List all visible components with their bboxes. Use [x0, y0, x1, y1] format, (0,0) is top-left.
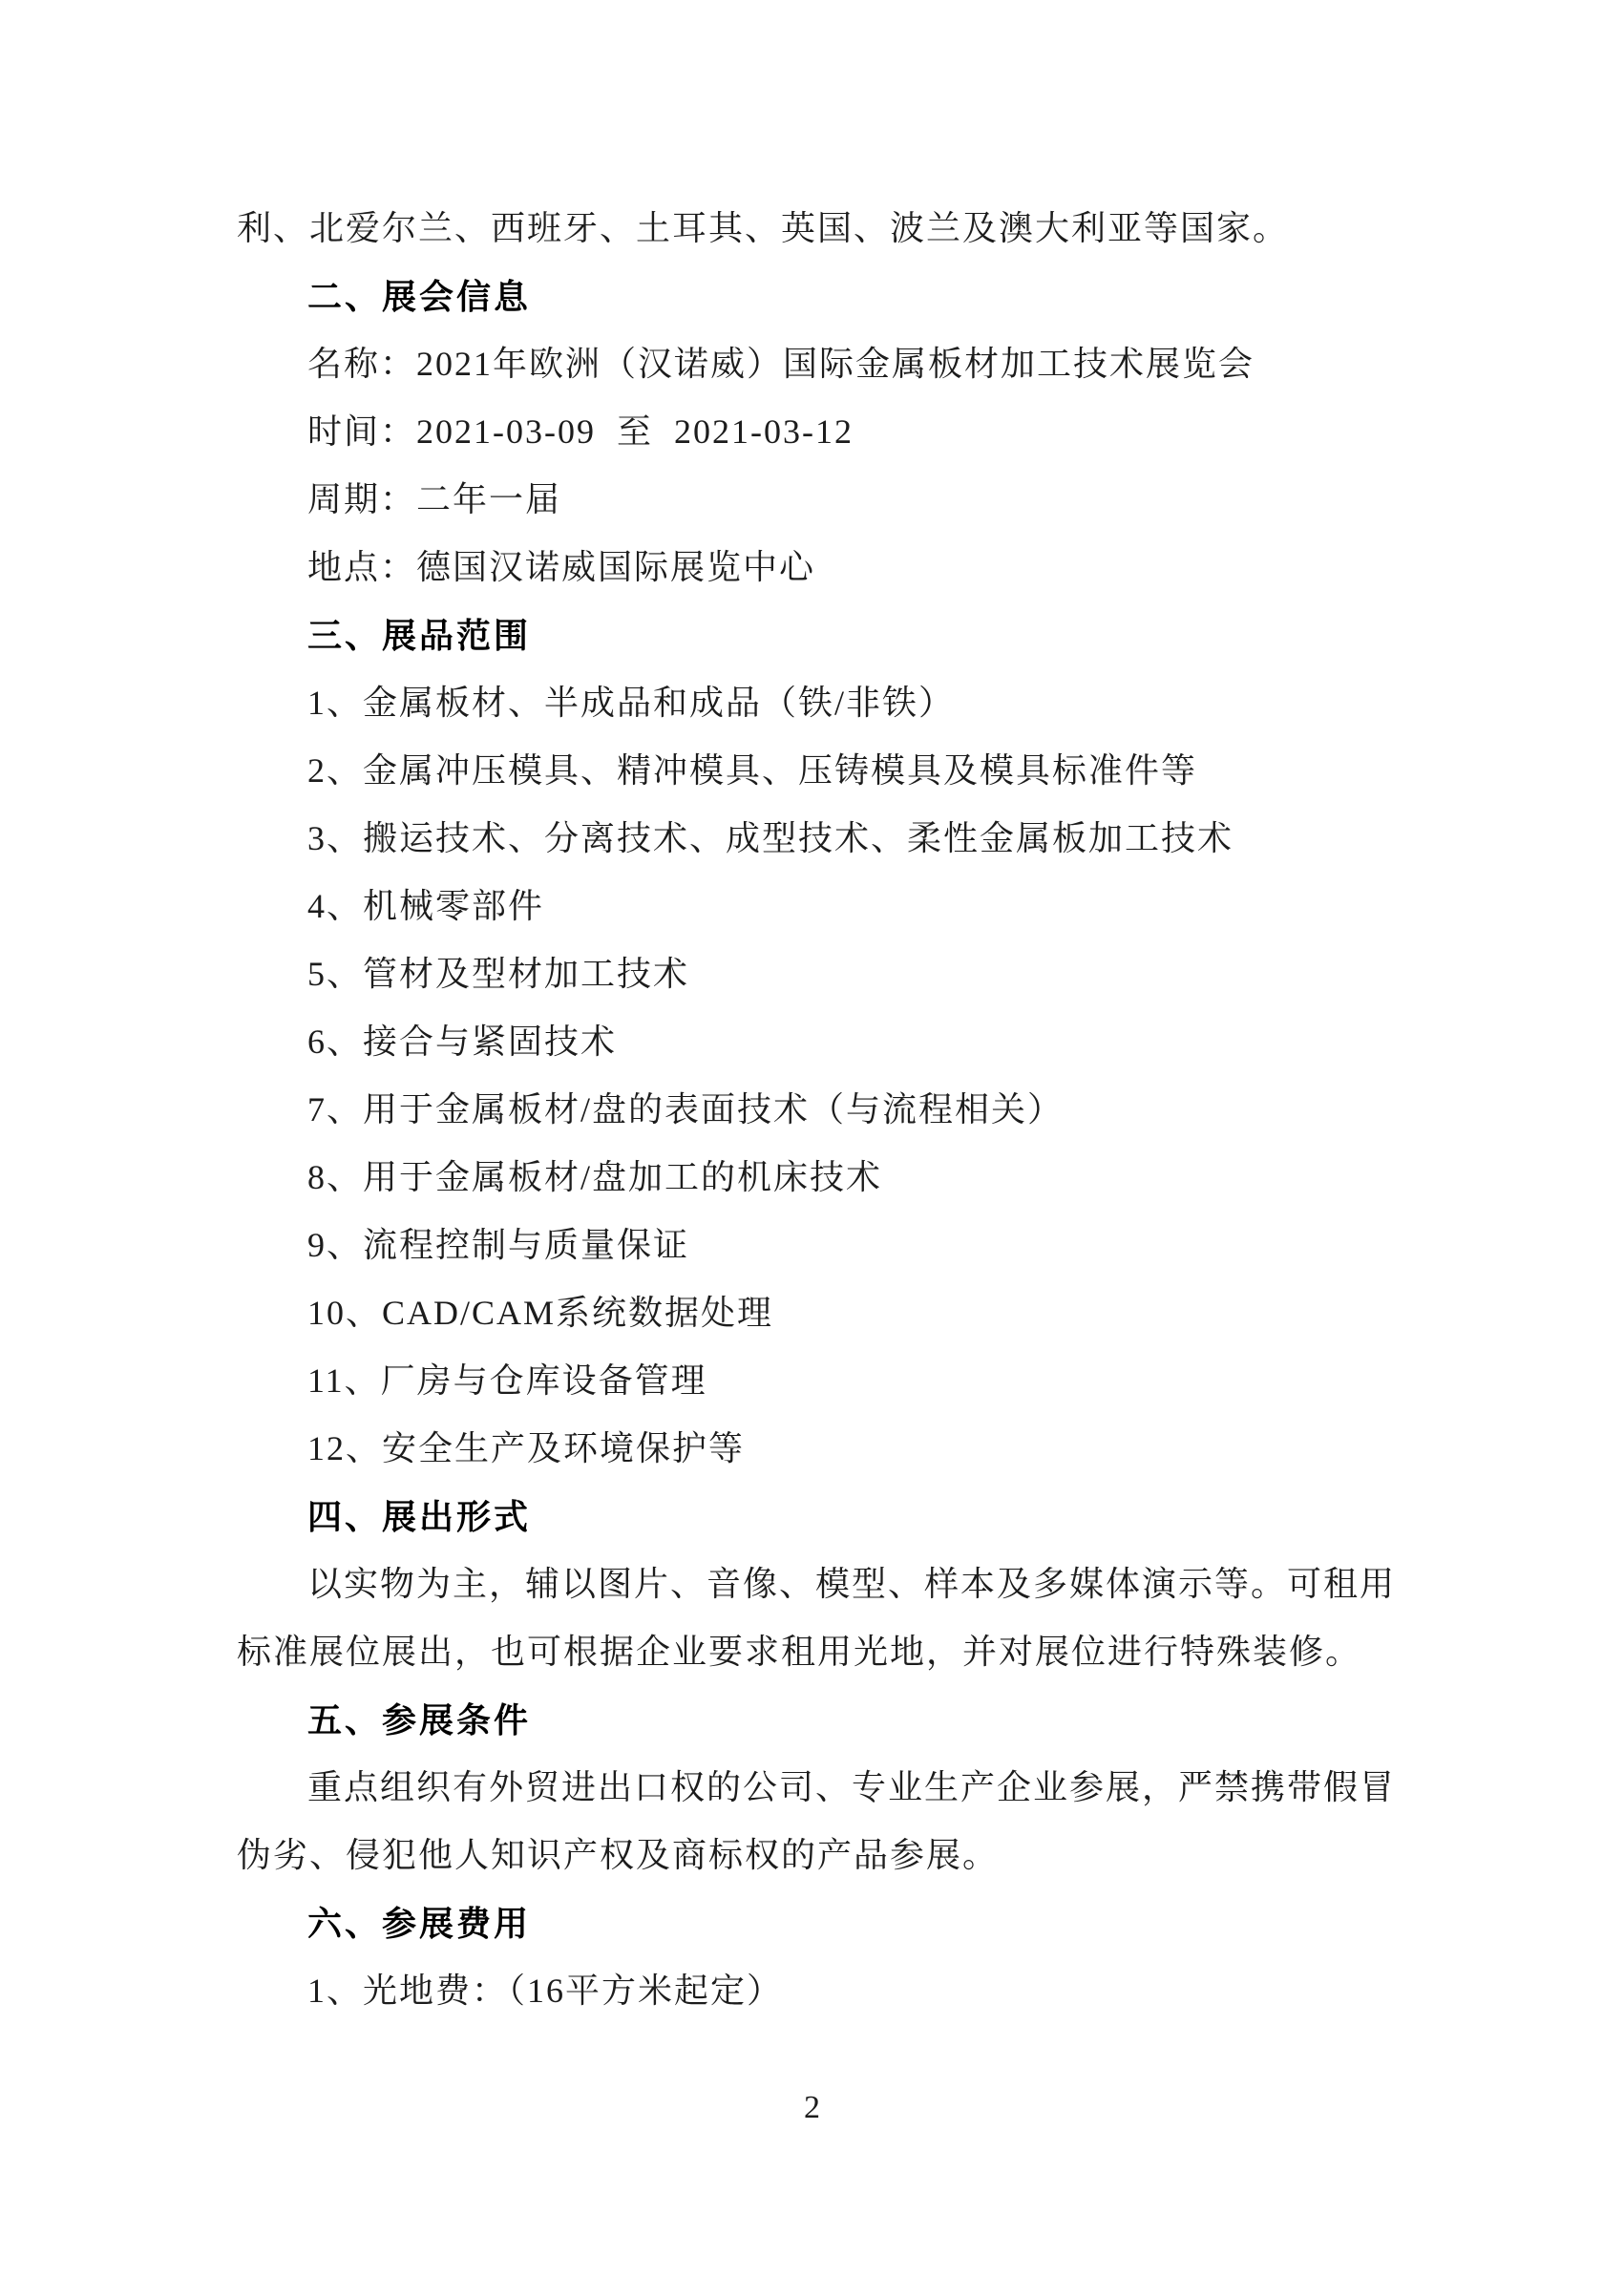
list-item: 10、CAD/CAM系统数据处理 [307, 1294, 774, 1332]
list-item: 1、光地费：（16平方米起定） [307, 1972, 784, 2010]
section-heading: 四、展出形式 [307, 1497, 532, 1536]
section-heading: 五、参展条件 [307, 1700, 532, 1740]
text-line: 伪劣、侵犯他人知识产权及商标权的产品参展。 [237, 1836, 1000, 1874]
list-item: 12、安全生产及环境保护等 [307, 1429, 746, 1467]
text-line: 标准展位展出，也可根据企业要求租用光地，并对展位进行特殊装修。 [237, 1633, 1362, 1671]
list-item: 11、厂房与仓库设备管理 [307, 1361, 707, 1400]
section-heading: 三、展品范围 [307, 616, 532, 655]
list-item: 5、管材及型材加工技术 [307, 955, 690, 993]
list-item: 3、搬运技术、分离技术、成型技术、柔性金属板加工技术 [307, 819, 1234, 857]
list-item: 9、流程控制与质量保证 [307, 1226, 690, 1264]
document-body [237, 195, 1397, 2025]
text-line: 以实物为主，辅以图片、音像、模型、样本及多媒体演示等。可租用 [307, 1565, 1397, 1603]
text-line: 周期：二年一届 [307, 480, 562, 518]
list-item: 2、金属冲压模具、精冲模具、压铸模具及模具标准件等 [307, 751, 1198, 790]
text-line: 重点组织有外贸进出口权的公司、专业生产企业参展，严禁携带假冒 [307, 1768, 1397, 1806]
section-heading: 六、参展费用 [307, 1904, 532, 1943]
text-line: 时间：2021-03-09 至 2021-03-12 [307, 412, 854, 451]
list-item: 8、用于金属板材/盘加工的机床技术 [307, 1158, 883, 1196]
list-item: 6、接合与紧固技术 [307, 1023, 618, 1061]
text-line: 利、北爱尔兰、西班牙、土耳其、英国、波兰及澳大利亚等国家。 [237, 209, 1290, 247]
section-heading: 二、展会信息 [307, 277, 532, 316]
list-item: 7、用于金属板材/盘的表面技术（与流程相关） [307, 1090, 1065, 1128]
text-line: 名称：2021年欧洲（汉诺威）国际金属板材加工技术展览会 [307, 345, 1255, 383]
list-item: 4、机械零部件 [307, 887, 545, 925]
page-number: 2 [804, 2090, 820, 2125]
list-item: 1、金属板材、半成品和成品（铁/非铁） [307, 684, 956, 722]
text-line: 地点：德国汉诺威国际展览中心 [307, 548, 816, 586]
